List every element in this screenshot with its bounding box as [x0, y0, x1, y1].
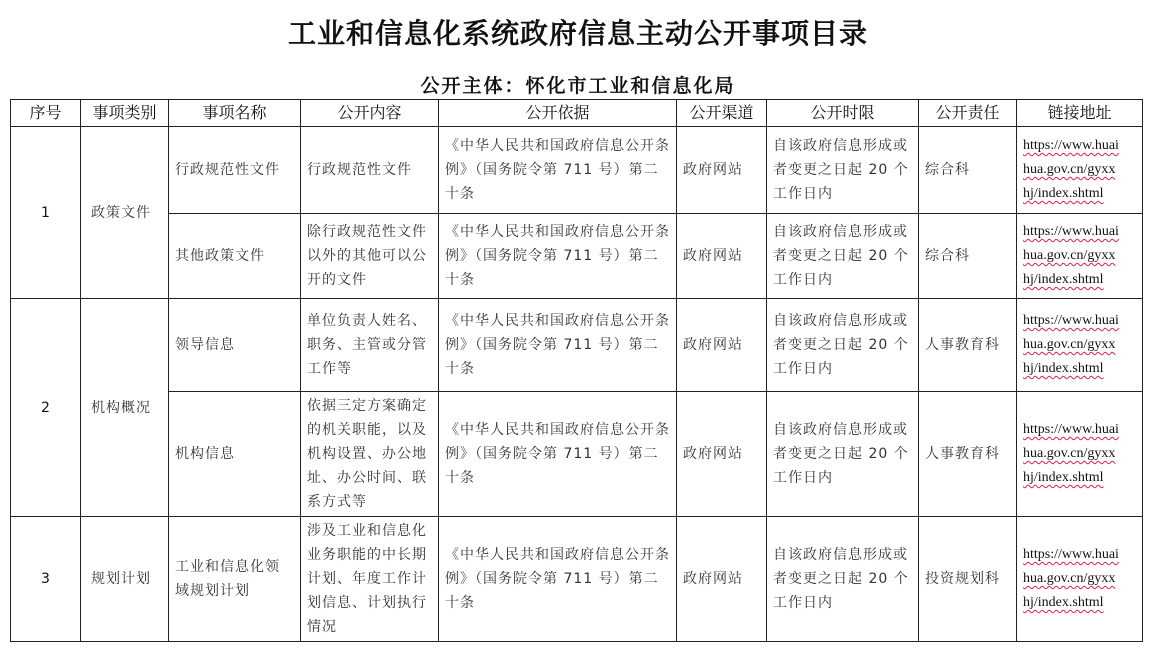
- row-category: 机构概况: [81, 299, 169, 517]
- row-channel: 政府网站: [677, 214, 767, 299]
- header-time-limit: 公开时限: [767, 100, 919, 127]
- row-content: 单位负责人姓名、职务、主管或分管工作等: [301, 299, 439, 392]
- row-basis: 《中华人民共和国政府信息公开条例》（国务院令第 711 号）第二十条: [439, 392, 677, 517]
- row-category: 规划计划: [81, 517, 169, 642]
- row-content: 除行政规范性文件以外的其他可以公开的文件: [301, 214, 439, 299]
- row-basis: 《中华人民共和国政府信息公开条例》（国务院令第 711 号）第二十条: [439, 517, 677, 642]
- document-subtitle: 公开主体：怀化市工业和信息化局: [420, 75, 736, 97]
- row-item-name: 机构信息: [169, 392, 301, 517]
- row-item-name: 行政规范性文件: [169, 127, 301, 214]
- table-row: [11, 392, 1143, 517]
- row-content: 行政规范性文件: [301, 127, 439, 214]
- link-line[interactable]: hua.gov.cn/gyxx: [1023, 446, 1116, 461]
- row-link[interactable]: [1017, 517, 1143, 642]
- link-line[interactable]: hj/index.shtml: [1023, 595, 1104, 610]
- row-seq: 1: [11, 127, 81, 299]
- row-link[interactable]: [1017, 127, 1143, 214]
- row-time-limit: 自该政府信息形成或者变更之日起 20 个工作日内: [767, 214, 919, 299]
- header-content: 公开内容: [301, 100, 439, 127]
- header-link: 链接地址: [1017, 100, 1143, 127]
- header-basis: 公开依据: [439, 100, 677, 127]
- header-responsible: 公开责任: [919, 100, 1017, 127]
- row-time-limit: 自该政府信息形成或者变更之日起 20 个工作日内: [767, 299, 919, 392]
- table-row: [11, 214, 1143, 299]
- row-item-name: 其他政策文件: [169, 214, 301, 299]
- table-row: [11, 127, 1143, 214]
- header-item-name: 事项名称: [169, 100, 301, 127]
- table-row: [11, 299, 1143, 392]
- link-line[interactable]: hua.gov.cn/gyxx: [1023, 337, 1116, 352]
- row-seq: 3: [11, 517, 81, 642]
- row-seq: 2: [11, 299, 81, 517]
- link-line[interactable]: hua.gov.cn/gyxx: [1023, 162, 1116, 177]
- link-line[interactable]: hua.gov.cn/gyxx: [1023, 248, 1116, 263]
- row-time-limit: 自该政府信息形成或者变更之日起 20 个工作日内: [767, 392, 919, 517]
- row-link[interactable]: [1017, 214, 1143, 299]
- row-content: 依据三定方案确定的机关职能，以及机构设置、办公地址、办公时间、联系方式等: [301, 392, 439, 517]
- row-basis: 《中华人民共和国政府信息公开条例》（国务院令第 711 号）第二十条: [439, 299, 677, 392]
- row-basis: 《中华人民共和国政府信息公开条例》（国务院令第 711 号）第二十条: [439, 214, 677, 299]
- link-line[interactable]: hj/index.shtml: [1023, 272, 1104, 287]
- row-link[interactable]: [1017, 299, 1143, 392]
- row-time-limit: 自该政府信息形成或者变更之日起 20 个工作日内: [767, 127, 919, 214]
- row-channel: 政府网站: [677, 392, 767, 517]
- row-basis: 《中华人民共和国政府信息公开条例》（国务院令第 711 号）第二十条: [439, 127, 677, 214]
- header-row: [11, 100, 1143, 127]
- link-line[interactable]: hj/index.shtml: [1023, 470, 1104, 485]
- header-channel: 公开渠道: [677, 100, 767, 127]
- row-responsible: 综合科: [919, 214, 1017, 299]
- link-line[interactable]: hj/index.shtml: [1023, 361, 1104, 376]
- row-responsible: 人事教育科: [919, 299, 1017, 392]
- link-line[interactable]: https://www.huai: [1023, 138, 1119, 153]
- row-category: 政策文件: [81, 127, 169, 299]
- row-channel: 政府网站: [677, 127, 767, 214]
- row-channel: 政府网站: [677, 299, 767, 392]
- document-title: 工业和信息化系统政府信息主动公开事项目录: [287, 17, 868, 50]
- row-responsible: 人事教育科: [919, 392, 1017, 517]
- link-line[interactable]: hj/index.shtml: [1023, 186, 1104, 201]
- catalog-table: [10, 99, 1143, 642]
- link-line[interactable]: https://www.huai: [1023, 547, 1119, 562]
- row-content: 涉及工业和信息化业务职能的中长期计划、年度工作计划信息、计划执行情况: [301, 517, 439, 642]
- row-responsible: 综合科: [919, 127, 1017, 214]
- row-channel: 政府网站: [677, 517, 767, 642]
- row-responsible: 投资规划科: [919, 517, 1017, 642]
- row-item-name: 领导信息: [169, 299, 301, 392]
- link-line[interactable]: https://www.huai: [1023, 313, 1119, 328]
- link-line[interactable]: hua.gov.cn/gyxx: [1023, 571, 1116, 586]
- row-item-name: 工业和信息化领域规划计划: [169, 517, 301, 642]
- header-category: 事项类别: [81, 100, 169, 127]
- row-time-limit: 自该政府信息形成或者变更之日起 20 个工作日内: [767, 517, 919, 642]
- row-link[interactable]: [1017, 392, 1143, 517]
- link-line[interactable]: https://www.huai: [1023, 224, 1119, 239]
- header-seq: 序号: [11, 100, 81, 127]
- link-line[interactable]: https://www.huai: [1023, 422, 1119, 437]
- table-row: [11, 517, 1143, 642]
